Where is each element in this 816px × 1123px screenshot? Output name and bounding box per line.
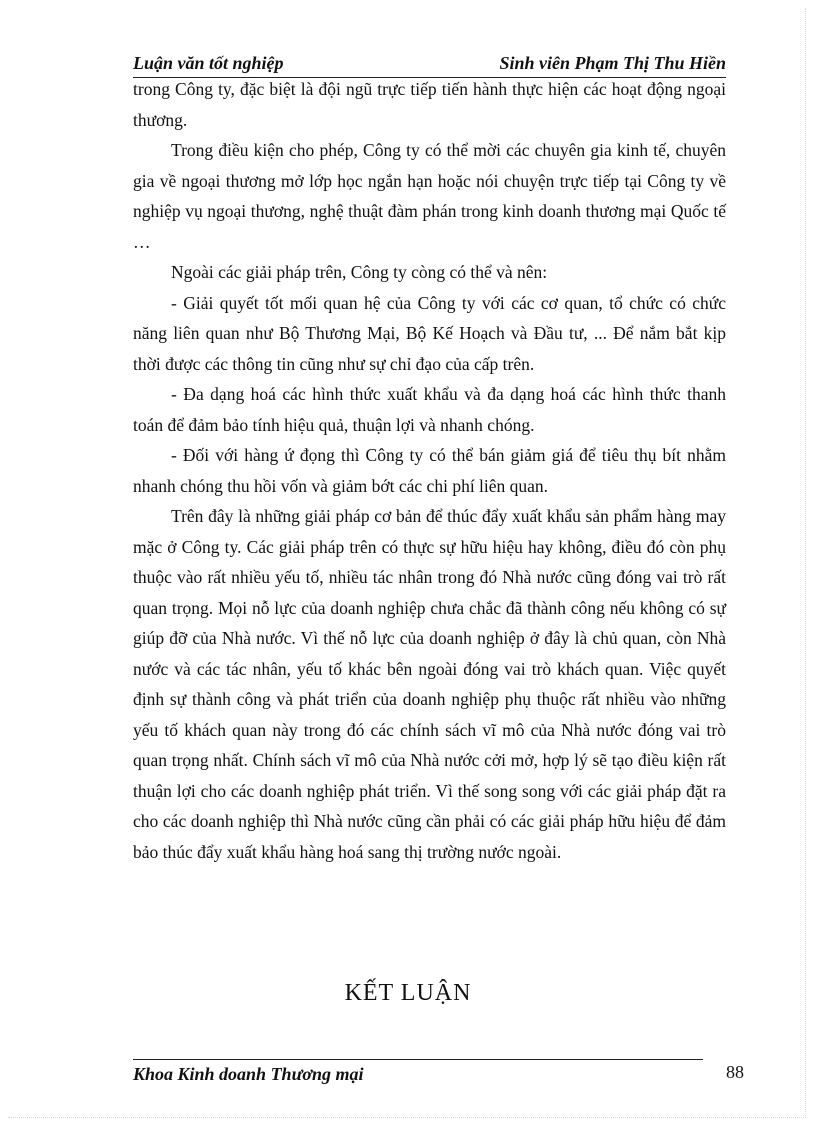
paragraph: Trong điều kiện cho phép, Công ty có thể mời các chuyên gia kinh tế, chuyên gia về ngoại thương mở lớp học ngắn hạn hoặc nói chuyện trực tiếp tại Công ty về nghiệp vụ ngoại thương, nghệ thuật đàm phán trong kinh doanh thương mại Quốc tế … [133,140,726,252]
page-number: 88 [726,1062,744,1082]
header-author: Sinh viên Phạm Thị Thu Hiền [499,53,726,73]
section-heading: KẾT LUẬN [344,980,472,1006]
paragraph: Trên đây là những giải pháp cơ bản để thúc đẩy xuất khẩu sản phẩm hàng may mặc ở Công ty. Các giải pháp trên có thực sự hữu hiệu hay không, điều đó còn phụ thuộc vào rất nhiều yếu tố, nhiều tác nhân trong đó Nhà nước cũng đóng vai trò rất quan trọng. Mọi nỗ lực của doanh nghiệp chưa chắc đã thành công nếu không có sự giúp đỡ của Nhà nước. Vì thế nỗ lực của doanh nghiệp ở đây là chủ quan, còn Nhà nước và các tác nhân, yếu tố khác bên ngoài đóng vai trò khách quan. Việc quyết định sự thành công và phát triển của doanh nghiệp phụ thuộc rất nhiều vào những yếu tố khách quan này trong đó các chính sách vĩ mô của Nhà nước đóng vai trò quan trọng nhất. Chính sách vĩ mô của Nhà nước cởi mở, hợp lý sẽ tạo điều kiện rất thuận lợi cho các doanh nghiệp phát triển. Vì thế song song với các giải pháp đặt ra cho các doanh nghiệp thì Nhà nước cũng cần phải có các giải pháp hữu hiệu để đảm bảo thúc đẩy xuất khẩu hàng hoá sang thị trường nước ngoài. [133,506,726,862]
header-title: Luận văn tốt nghiệp [133,53,284,73]
paragraph: Ngoài các giải pháp trên, Công ty còng có thể và nên: [171,262,548,282]
footer-faculty: Khoa Kinh doanh Thương mại [133,1064,364,1084]
footer-divider [133,1059,703,1060]
bullet-paragraph: - Giải quyết tốt mối quan hệ của Công ty với các cơ quan, tổ chức có chức năng liên quan như Bộ Thương Mại, Bộ Kế Hoạch và Đầu tư, ... Để nắm bắt kịp thời được các thông tin cũng như sự chỉ đạo của cấp trên. [133,292,726,374]
paragraph: trong Công ty, đặc biệt là đội ngũ trực tiếp tiến hành thực hiện các hoạt động ngoại thương. [133,79,726,130]
bullet-paragraph: - Đa dạng hoá các hình thức xuất khẩu và đa dạng hoá các hình thức thanh toán để đảm bảo tính hiệu quả, thuận lợi và nhanh chóng. [133,384,726,435]
body-text [133,74,726,867]
bullet-paragraph: - Đối với hàng ứ đọng thì Công ty có thể bán giảm giá để tiêu thụ bít nhằm nhanh chóng thu hồi vốn và giảm bớt các chi phí liên quan. [133,445,726,496]
